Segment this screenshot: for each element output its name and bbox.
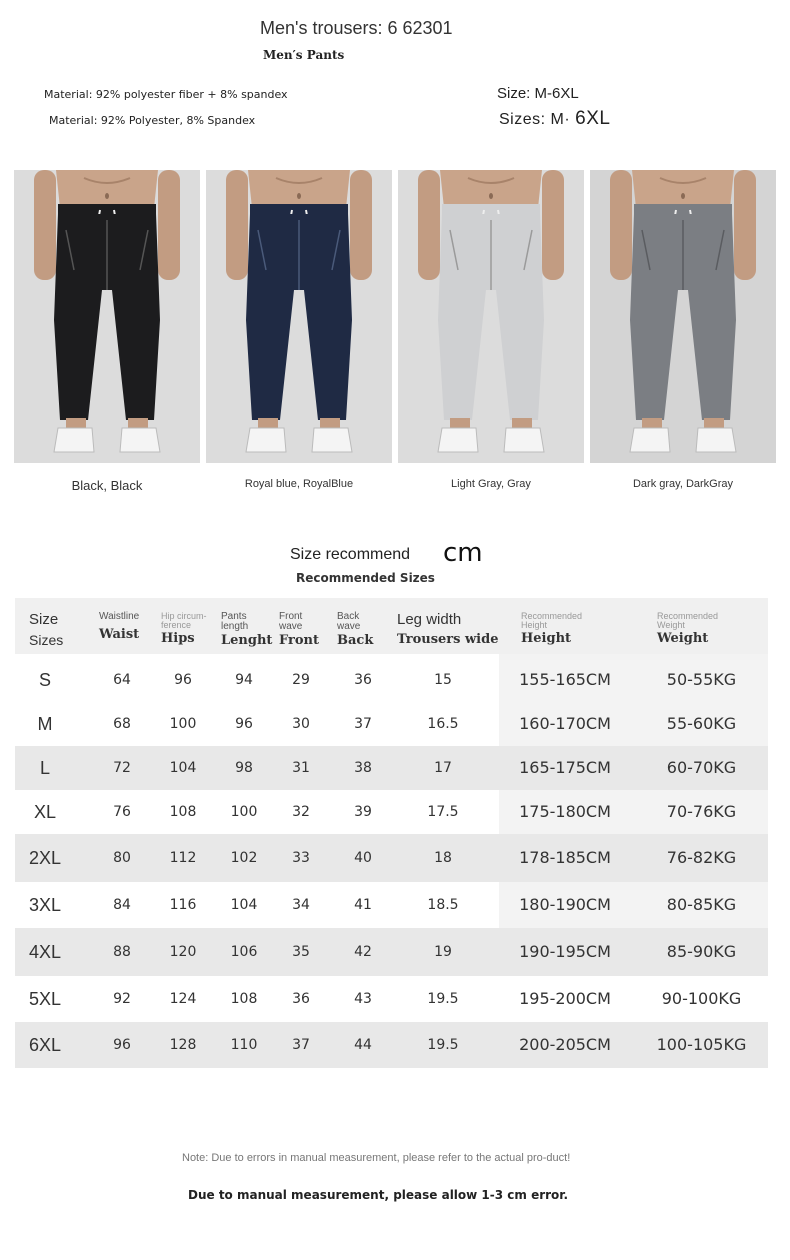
- cell-weight: 76-82KG: [666, 848, 737, 867]
- cell-waist: 96: [113, 1037, 131, 1053]
- cell-back: 44: [354, 1037, 372, 1053]
- cell-hips: 116: [169, 897, 197, 913]
- header-top-label: Front: [279, 611, 303, 622]
- cell-length: 96: [235, 716, 253, 732]
- size-recommend-unit: cm: [443, 538, 483, 568]
- cell-size: S: [38, 670, 51, 690]
- cell-front: 36: [292, 991, 310, 1007]
- cell-leg-width: 18.5: [427, 897, 459, 913]
- header-top-label: Pants: [221, 611, 247, 622]
- measurement-error-note: Due to manual measurement, please allow 1-3 cm error.: [188, 1188, 569, 1202]
- header-top-label: Waistline: [99, 611, 140, 622]
- cell-weight: 60-70KG: [666, 758, 737, 777]
- cell-waist: 80: [113, 850, 131, 866]
- table-row: [15, 882, 768, 928]
- header-top-label: Leg width: [397, 611, 462, 628]
- header-top-label: Recommended: [657, 611, 719, 621]
- cell-length: 98: [235, 760, 253, 776]
- size-recommend-title: Size recommend: [290, 546, 411, 563]
- cell-waist: 72: [113, 760, 131, 776]
- cell-height: 175-180CM: [519, 802, 611, 821]
- header-bottom-label: Height: [521, 631, 572, 646]
- cell-length: 104: [230, 897, 258, 913]
- cell-front: 37: [292, 1037, 310, 1053]
- cell-hips: 108: [169, 804, 197, 820]
- cell-size: XL: [33, 802, 57, 822]
- cell-back: 36: [354, 672, 372, 688]
- cell-front: 34: [292, 897, 310, 913]
- header-bottom-label: Back: [337, 633, 374, 648]
- cell-hips: 128: [169, 1037, 197, 1053]
- cell-leg-width: 17.5: [427, 804, 459, 820]
- cell-size: M: [37, 714, 53, 734]
- page-subtitle: Men′s Pants: [263, 48, 345, 62]
- page-title: Men's trousers: 6 62301: [260, 18, 453, 38]
- product-color-caption: Light Gray, Gray: [451, 478, 531, 490]
- table-row: [15, 976, 768, 1022]
- cell-back: 38: [354, 760, 372, 776]
- size-table: [15, 598, 768, 1070]
- material-text-1: Material: 92% polyester fiber + 8% spandex: [44, 88, 288, 101]
- material-text-2: Material: 92% Polyester, 8% Spandex: [49, 114, 256, 127]
- cell-waist: 88: [113, 944, 131, 960]
- cell-leg-width: 19.5: [427, 991, 459, 1007]
- cell-hips: 104: [169, 760, 197, 776]
- size-range-text-2: [499, 108, 610, 130]
- cell-hips: 112: [169, 850, 197, 866]
- cell-front: 33: [292, 850, 310, 866]
- measurement-note: Note: Due to errors in manual measurement, please refer to the actual pro-duct!: [182, 1152, 571, 1164]
- cell-leg-width: 15: [434, 672, 452, 688]
- header-bottom-label: Front: [279, 633, 319, 648]
- cell-front: 32: [292, 804, 310, 820]
- header-bottom-label: Hips: [161, 631, 195, 646]
- header-bottom-label: Waist: [99, 627, 140, 642]
- cell-weight: 80-85KG: [666, 895, 737, 914]
- cell-back: 42: [354, 944, 372, 960]
- header-cell-hips: [161, 612, 207, 645]
- cell-height: 165-175CM: [519, 758, 611, 777]
- cell-back: 40: [354, 850, 372, 866]
- size-table-header: [15, 598, 768, 654]
- cell-length: 106: [230, 944, 258, 960]
- size-recommend-subtitle: Recommended Sizes: [296, 571, 435, 585]
- header-top-label-2: ference: [161, 620, 192, 630]
- product-color-caption: Royal blue, RoyalBlue: [244, 478, 354, 490]
- cell-weight: 55-60KG: [666, 714, 737, 733]
- cell-back: 39: [354, 804, 372, 820]
- cell-height: 195-200CM: [519, 989, 611, 1008]
- product-color-caption: Dark gray, DarkGray: [632, 478, 734, 490]
- cell-weight: 100-105KG: [656, 1035, 747, 1054]
- header-top-label: Back: [337, 611, 360, 622]
- table-row: [15, 746, 768, 790]
- header-cell-size: [29, 612, 63, 647]
- cell-waist: 84: [113, 897, 131, 913]
- cell-front: 30: [292, 716, 310, 732]
- cell-hips: 96: [174, 672, 192, 688]
- cell-length: 100: [230, 804, 258, 820]
- header-top-label-2: length: [221, 621, 249, 632]
- product-photo: [206, 170, 392, 463]
- cell-leg-width: 19.5: [427, 1037, 459, 1053]
- cell-length: 110: [230, 1037, 258, 1053]
- cell-height: 155-165CM: [519, 670, 611, 689]
- table-row: [15, 928, 768, 976]
- cell-weight: 50-55KG: [666, 670, 737, 689]
- cell-hips: 124: [169, 991, 197, 1007]
- table-row: [15, 658, 768, 702]
- header-top-label-2: wave: [279, 621, 303, 632]
- cell-length: 94: [235, 672, 253, 688]
- product-photo: [14, 170, 200, 463]
- table-row: [15, 834, 768, 882]
- header-cell-waist: [99, 612, 139, 641]
- cell-waist: 68: [113, 716, 131, 732]
- header-bottom-label: Lenght: [221, 633, 273, 648]
- cell-waist: 76: [113, 804, 131, 820]
- cell-size: 3XL: [28, 895, 62, 915]
- cell-hips: 120: [169, 944, 197, 960]
- cell-front: 31: [292, 760, 310, 776]
- cell-size: 2XL: [28, 848, 62, 868]
- cell-back: 41: [354, 897, 372, 913]
- cell-size: L: [39, 758, 50, 778]
- cell-waist: 64: [113, 672, 131, 688]
- header-top-label: Hip circum-: [161, 611, 207, 621]
- cell-height: 190-195CM: [519, 942, 611, 961]
- cell-size: 6XL: [28, 1035, 62, 1055]
- cell-size: 4XL: [28, 942, 62, 962]
- cell-weight: 85-90KG: [666, 942, 737, 961]
- cell-back: 43: [354, 991, 372, 1007]
- cell-height: 200-205CM: [519, 1035, 611, 1054]
- cell-height: 180-190CM: [519, 895, 611, 914]
- cell-size: 5XL: [28, 989, 62, 1009]
- table-row: [15, 1022, 768, 1068]
- cell-weight: 70-76KG: [666, 802, 737, 821]
- header-cell-back: [337, 612, 373, 647]
- cell-leg-width: 19: [434, 944, 452, 960]
- header-bottom-label: Sizes: [29, 632, 64, 648]
- cell-leg-width: 18: [434, 850, 452, 866]
- size-range-suffix: 6XL: [575, 108, 611, 129]
- cell-length: 108: [230, 991, 258, 1007]
- product-color-caption: Black, Black: [71, 478, 143, 493]
- cell-leg-width: 16.5: [427, 716, 459, 732]
- cell-height: 160-170CM: [519, 714, 611, 733]
- table-row: [15, 702, 768, 746]
- header-cell-height: [521, 612, 582, 645]
- cell-length: 102: [230, 850, 258, 866]
- header-top-label-2: Height: [521, 620, 548, 630]
- cell-waist: 92: [113, 991, 131, 1007]
- size-range-prefix: Sizes: M·: [499, 111, 571, 128]
- header-bottom-label: Weight: [657, 631, 709, 646]
- cell-front: 29: [292, 672, 310, 688]
- cell-hips: 100: [169, 716, 197, 732]
- cell-weight: 90-100KG: [661, 989, 742, 1008]
- cell-back: 37: [354, 716, 372, 732]
- header-top-label: Recommended: [521, 611, 583, 621]
- table-row: [15, 790, 768, 834]
- header-cell-weight: [657, 612, 718, 645]
- header-top-label: Size: [29, 611, 59, 628]
- product-photo: [590, 170, 776, 463]
- header-top-label-2: wave: [337, 621, 361, 632]
- header-cell-leg-width: [397, 612, 498, 646]
- header-bottom-label: Trousers wide: [397, 632, 499, 647]
- cell-leg-width: 17: [434, 760, 452, 776]
- cell-height: 178-185CM: [519, 848, 611, 867]
- product-photo: [398, 170, 584, 463]
- header-cell-front: [279, 612, 319, 647]
- size-range-text-1: Size: M-6XL: [497, 85, 579, 102]
- cell-front: 35: [292, 944, 310, 960]
- header-top-label-2: Weight: [657, 620, 685, 630]
- header-cell-length: [221, 612, 272, 647]
